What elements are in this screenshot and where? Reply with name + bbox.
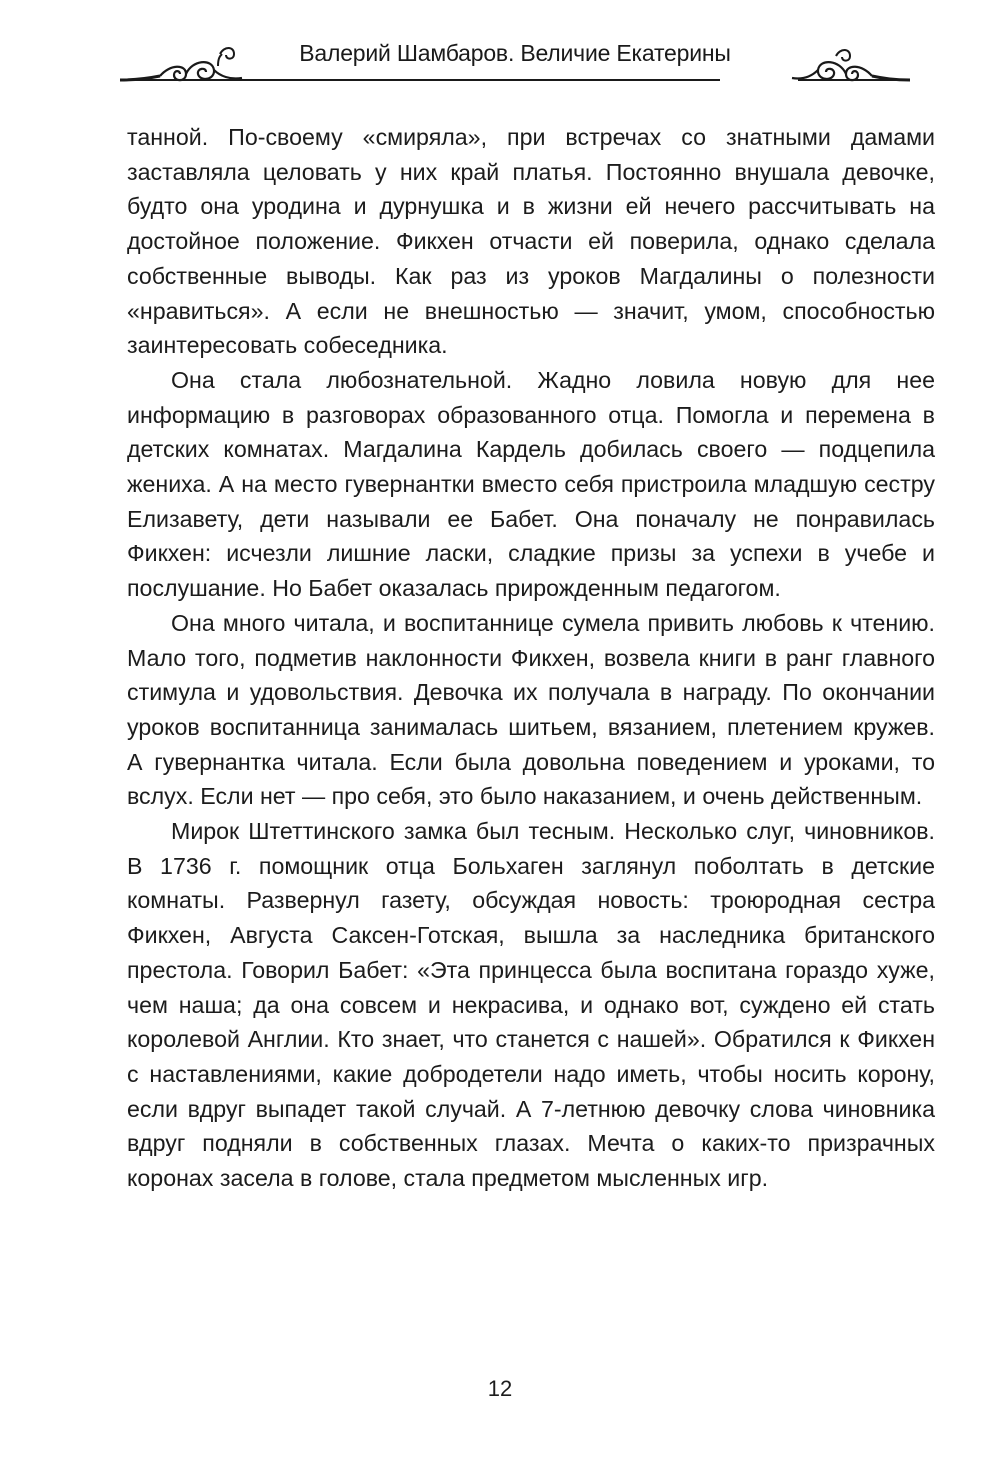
running-header [120, 36, 910, 96]
paragraph: Она стала любознательной. Жадно ловила новую для нее информацию в разговорах образованного отца. Помогла и перемена в детских комнатах. Магдалина Кардель добилась своего — подцепила жениха. А на место гувернантки вместо себя пристроила младшую сестру Елизавету, дети называли ее Бабет. Она поначалу не понравилась Фикхен: исчезли лишние ласки, сладкие призы за успехи в учебе и послушание. Но Бабет оказалась прирожденным педагогом. [127, 366, 935, 602]
page-number: 12 [487, 1376, 513, 1401]
paragraph: танной. По-своему «смиряла», при встречах со знатными дамами заставляла целовать у них край платья. Постоянно внушала девочке, будто она уродина и дурнушка и в жизни ей нечего рассчитывать на достойное положение. Фикхен отчасти ей поверила, однако сделала собственные выводы. Как раз из уроков Магдалины о полезности «нравиться». А если не внешностью — значит, умом, способностью заинтересовать собеседника. [127, 124, 935, 359]
body-text [127, 120, 935, 1196]
header-title: Валерий Шамбаров. Величие Екатерины [299, 40, 731, 66]
paragraph: Она много читала, и воспитаннице сумела привить любовь к чтению. Мало того, подметив наклонности Фикхен, возвела книги в ранг главного стимула и удовольствия. Девочка их получала в награду. По окончании уроков воспитанница занималась шитьем, вязанием, плетением кружев. А гувернантка читала. Если была довольна поведением и уроками, то вслух. Если нет — про себя, это было наказанием, и очень действенным. [127, 609, 935, 810]
paragraph: Мирок Штеттинского замка был тесным. Несколько слуг, чиновников. В 1736 г. помощник отца Больхаген заглянул поболтать в детские комнаты. Развернул газету, обсуждая новость: троюродная сестра Фикхен, Августа Саксен-Готская, вышла за наследника британского престола. Говорил Бабет: «Эта принцесса была воспитана гораздо хуже, чем наша; да она совсем и некрасива, и однако вот, суждено ей стать королевой Англии. Кто знает, что станется с нашей». Обратился к Фикхен с наставлениями, какие добродетели надо иметь, чтобы носить корону, если вдруг выпадет такой случай. А 7-летнюю девочку слова чиновника вдруг подняли в собственных глазах. Мечта о каких-то призрачных коронах засела в голове, стала предметом мысленных игр. [127, 818, 935, 1192]
